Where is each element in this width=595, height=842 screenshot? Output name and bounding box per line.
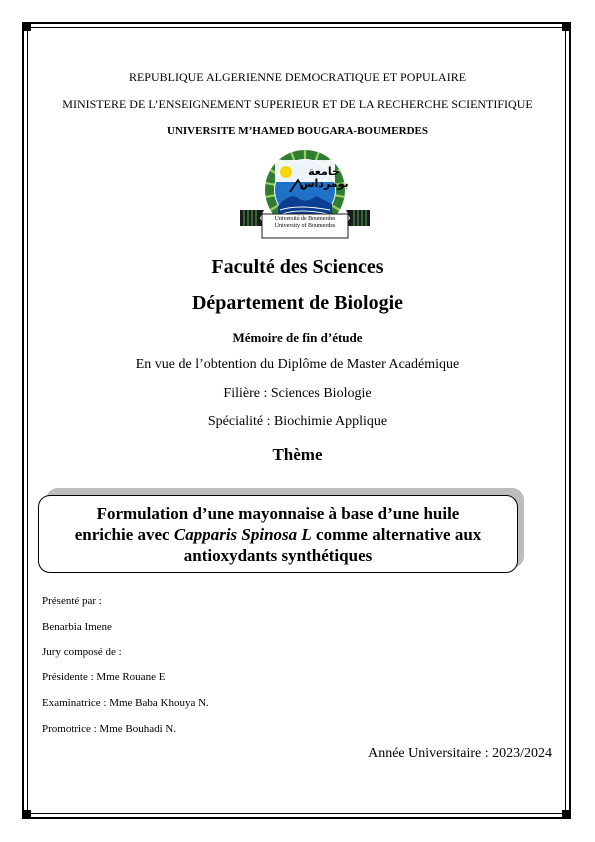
theme-title-line3: antioxydants synthétiques [183,545,373,565]
ministry-heading: MINISTERE DE L’ENSEIGNEMENT SUPERIEUR ET DE LA RECHERCHE SCIENTIFIQUE [62,97,533,111]
filiere-line: Filière : Sciences Biologie [223,386,372,401]
theme-title-line2 [75,524,482,545]
logo-arabic-text: جامعة بومرداس [299,165,349,190]
jury-label: Jury composé de : [42,646,122,658]
republic-heading: REPUBLIQUE ALGERIENNE DEMOCRATIQUE ET POPULAIRE [128,70,467,84]
academic-year: Année Universitaire : 2023/2024 [368,746,552,761]
theme-title-species: Capparis Spinosa L [173,524,312,544]
theme-title-box [38,495,518,573]
diploma-line: En vue de l’obtention du Diplôme de Master Académique [135,357,460,372]
theme-title-line2-start: enrichie avec [74,524,174,544]
jury-president: Présidente : Mme Rouane E [42,671,166,683]
frame-corner-top-right [562,22,571,31]
logo-banner-line1: Université de Boumerdes [274,216,336,222]
jury-examiner: Examinatrice : Mme Baba Khouya N. [42,697,209,709]
university-heading: UNIVERSITE M’HAMED BOUGARA-BOUMERDES [167,125,428,137]
student-name: Benarbia Imene [42,621,112,633]
theme-title-line2-end: comme alternative aux [311,524,482,544]
frame-corner-top-left [22,22,31,31]
university-logo [238,148,372,244]
presented-by-label: Présenté par : [42,595,102,607]
department-title: Département de Biologie [191,292,404,314]
faculty-title: Faculté des Sciences [211,256,384,278]
specialite-line: Spécialité : Biochimie Applique [207,414,388,429]
theme-label: Thème [272,445,323,464]
logo-banner-line2: University of Boumerdes [274,223,336,229]
frame-corner-bottom-left [22,810,31,819]
jury-supervisor: Promotrice : Mme Bouhadi N. [42,723,177,735]
memoire-label: Mémoire de fin d’étude [232,330,363,345]
frame-corner-bottom-right [562,810,571,819]
theme-title-line1: Formulation d’une mayonnaise à base d’une huile [96,503,460,523]
